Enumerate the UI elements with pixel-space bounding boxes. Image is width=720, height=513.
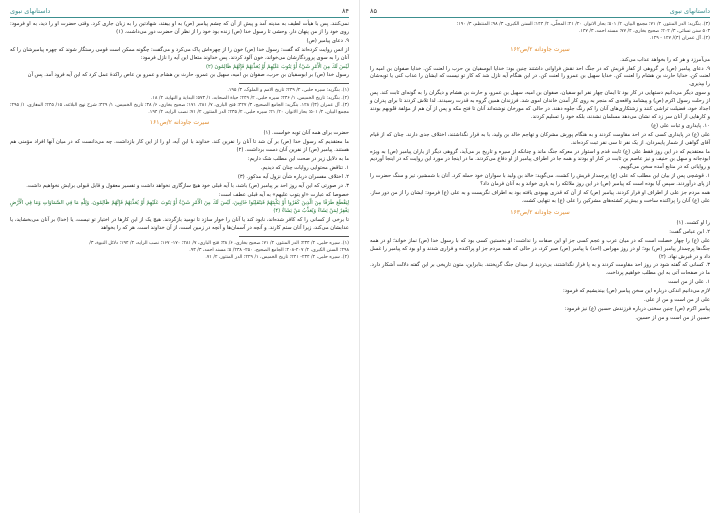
footnote: (۳). بنگرید: الدر المنثور، ۲/ ۷۱؛ مجمع البیان، ۲/ ۵۰۱؛ بحار الانوار، ۲۰/ ۲۱؛ المحلّی، ۴/ ۱۴۴؛ السنن الکبری، ۳/ ۹۸؛ المنتظم، ۳/ ۱۹۰؛	[456, 22, 710, 27]
left-paragraph: ۲. اختلاف مفسران درباره شأن نزول آیه مذکور. (۳)	[237, 173, 349, 180]
right-paragraph: ۱. قوشچی پس از بیان این مطلب که علی (ع) پرچمدار قریش را کشت، می‌گوید: خالد بن ولید با سواران خود حمله کرد. آنان با شمشیر، تیر و سنگ حضرت را از پای درآوردند. سپس آیا بوده است که پیامبر (ص) در این روز ملائکه را به یاری خواند و به آنان فرمان داد؟	[370, 173, 710, 188]
left-page-header	[10, 5, 349, 18]
left-paragraph: ۱. تناقض محتوایی روایات چنان که دیدیم.	[260, 164, 349, 171]
footnote: (۴). آل عمران (۳)/ ۱۲۷ - ۱۲۹.	[649, 36, 710, 42]
quran-verse: لَيْسَ لَكَ مِنَ الْأَمْرِ شَيْءٌ أَوْ يَتُوبَ عَلَيْهِمْ أَوْ يُعَذِّبَهُمْ فَإِنَّهُمْ ظَالِمُونَ (۲)	[206, 63, 349, 70]
left-paragraph: خصوصا که عبارت «او یتوب علیهم» به آیه قبلی عطف است:	[218, 191, 349, 198]
right-paragraph: ۹. دعای پیامبر (ص) بر گروهی از کفار قریش که در جنگ احد نقش فراوانی داشتند چنین بود: خدایا ابوسفیان بن حرب را لعنت کن. خدایا صفوان بن امیه را لعنت کن. خدایا حارث بن هشام را لعنت کن. خدایا سهیل بن عمرو را لعنت کن. در این هنگام آیه نازل شد که کار تو نیست که ایشان را عذاب کنی یا توبه‌شان را بپذیری.	[370, 65, 710, 88]
footnote: (۱). بنگرید: سیره حلبی، ۲/ ۲۴۹؛ تاریخ الامم و الملوک، ۳/ ۱۹۵.	[227, 88, 349, 94]
left-paragraph: حضرت برای همه آنان توبه خواست. (۱)	[263, 130, 349, 137]
right-paragraph: علی از من است و من از علی.	[643, 297, 710, 304]
right-paragraph: را او کشت. (۱)	[676, 219, 710, 226]
right-heading: ۱. علی از من است	[668, 279, 710, 286]
right-paragraph: لازم می‌دانیم اندکی درباره این سخن پیامبر (ص) بیندیشیم که فرمود:	[562, 288, 710, 295]
section-title: سیرت جاودانه ۲/ص۱۶۲	[510, 45, 570, 53]
left-paragraph: نمی‌کنند. پس با هیأت لطیف به مدینه آمد و پیش از آن که چشم پیامبر (ص) به او بیفتد، شهادتین را به زبان جاری کرد. وقتی حضرت او را دید، به او فرمود: روی خود را از من پنهان دار. وحشی تا رسول خدا (ص) زنده بود خود را از نظر آن حضرت دور می‌داشت. (۱)	[10, 21, 349, 35]
right-paragraph: می‌آمرزد و هر که را بخواهد عذاب می‌کند.	[620, 56, 710, 63]
footnote: ۵۰۳ سنن نسائی، ۳/ ۲۰۲؛ صحیح بخاری، ۴/ ۷۷؛ مسند احمد، ۳/ ۱۴۷.	[578, 29, 710, 35]
right-page	[360, 0, 720, 513]
left-paragraph: ما به دلایل زیر در صحت این مطلب شک داریم:	[247, 155, 349, 162]
footnote: (۳). آل عمران (۳)/ ۱۲۸. بنگرید: الجامع الصحیح، ۳/ ۴۲۷؛ فتح الباری، ۷/ ۲۸۱، ۱۷۱؛ صحیح بخاری، ۶/ ۳۸؛ تاریخ الخمیس، ۱/ ۴۲۹؛ شرح نهج البلاغه، ۱۵/ ۲۴۵؛ المغازی، ۱/ ۲۹۵؛ مجمع البیان، ۲/ ۵۰۱؛ بحار الانوار، ۲۰/ ۲۱؛ سیره حلبی، ۲/ ۲۳۵؛ الدر المنثور، ۲/ ۷۱؛ نصب الرایه، ۲/ ۱۹۴.	[10, 102, 349, 115]
left-paragraph: رسول خدا (ص) بر ابوسفیان بن حرب، صفوان بن امیه، سهیل بن عمرو، حارث بن هشام و عمرو بن عاص راکدهٔ عمل کرد که این آیه فرود آمد. پس آن	[27, 72, 349, 79]
footnote-divider	[239, 236, 349, 237]
right-paragraph: ۲. ابن عباس گفت:	[669, 228, 710, 235]
footnote: ۲۹۸؛ السنن الکبری، ۲/ ۲۰۷-۲۰۸؛ الجامع الصحیح، ۲۵۰- ۲۳۸/ ۵؛ مسند احمد، ۳/ ۹۳.	[189, 248, 349, 254]
footnote: (۱). سیره حلبی، ۲/ ۲۳۴؛ الدر المنثور، ۲/ ۷۱؛ صحیح بخاری، ۶/ ۳۸؛ فتح الباری، ۷/ ۲۸۱؛ ۱۷۰- ۱۶۷؛ نصب الرایه، ۲/ ۱۹۴؛ دلائل النبوة، ۳/	[89, 241, 349, 247]
left-page-number: ۸۴	[342, 6, 349, 15]
right-paragraph: همه مردم جز علی از اطراف او فرار کردند. پیامبر (ص) که از آن که قدری بهبودی یافته بود به اطراف نگریست و به علی (ع) فرمود: ایشان را از من دور ساز. علی (ع) آنان را پراکنده ساخت و بیش‌تر کشته‌های مشرکین را علی (ع) به تنهایی کشت.	[370, 190, 710, 205]
left-paragraph: تا برخی از کسانی را که کافر شده‌اند، نابود کند یا آنان را خوار سازد تا نومید بازگردند. هیچ یک از این کارها در اختیار تو نیست، یا (خدا) بر آنان می‌بخشاید، یا عذابشان می‌کند، زیرا آنان ستم کارند. و آنچه در آسمان‌ها و آنچه در زمین است، از آن خداوند است. هر که را بخواهد	[10, 217, 349, 232]
left-paragraph: ما معتقدیم که رسول خدا (ص) بر آن شد تا آنان را نفرین کند. خداوند با این آیه، او را از این کار بازداشت. چه می‌دانست که در میان آنها افراد مؤمنی هم هستند. پیامبر (ص) از نفرین آنان دست برداشت. (۲)	[10, 139, 349, 153]
right-page-number: ۸۵	[370, 6, 377, 15]
left-paragraph: ۳. در صورتی که این آیه روز احد بر پیامبر (ص) باشد، با آیه قبلی خود هیچ سازگاری نخواهد داشت و تفسیر معقول و قابل قبولی برایش نخواهیم داشت.	[26, 182, 349, 189]
quran-verse: لِيَقْطَعَ طَرَفًا مِنَ الَّذِينَ كَفَرُوا أَوْ يَكْبِتَهُمْ فَيَنْقَلِبُوا خَائِبِينَ، لَيْسَ لَكَ مِنَ الْأَمْرِ شَيْءٌ أَوْ يَتُوبَ عَلَيْهِمْ أَوْ يُعَذِّبَهُمْ فَإِنَّهُمْ ظَالِمُونَ، وَلِلَّهِ مَا فِي السَّمَاوَاتِ وَمَا فِي الْأَرْضِ يَغْفِرُ لِمَنْ يَشَاءُ وَيُعَذِّبُ مَنْ يَشَاءُ (۴)	[10, 200, 349, 215]
right-paragraph: حسین از من است و من از حسین.	[635, 314, 710, 321]
right-page-header	[370, 5, 710, 18]
right-paragraph: ما معتقدیم که در این روز فقط علی (ع) ثابت قدم و استوار در معرکه جنگ ماند و چنانکه از سیره و تاریخ بر می‌آید، گروهی دیگر از یاران پیامبر (ص) به ویژه ابودجانه و سهل بن حنیف و نیز عاصم بن ثابت در کنار او بودند و همه جا در اطراف پیامبر از او دفاع می‌کردند. ما در اینجا در مورد این روایت که در اینجا آوردیم و روایاتی که در منابع آمده سخن می‌گوییم.	[370, 148, 710, 171]
right-paragraph: و سوی دیگر می‌دانیم دستهایی در کار بود تا ایمان چهار نفر ابو سفیان، صفوان بن امیه، سهیل بن عمرو، و حارث بن هشام و دیگران را به گونه‌ای ثابت کند. پس از رحلت رسول اکرم (ص) و پیشامد واقعه‌ی که منجر به روی کار آمدن خاندان اموی شد. فرزندان همین گروه به قدرت رسیدند. لذا تلاش کردند تا برای پدران و اجداد خود، فضیلت تراشی کنند و زشتکاری‌های آنان را کم رنگ جلوه دهند. در حالی که مورخان نوشته‌اند آنان تا فتح مکه و پس از آن هم از مؤلفة قلوبهم بودند و کارهایی از آنان سر زد که نشان می‌دهد مسلمان نشدند، بلکه خود را تسلیم کردند.	[370, 90, 710, 120]
footnote: (۲). سیره حلبی، ۲/ ۲۳۴- ۲۴۱؛ تاریخ الخمیس، ۱/ ۴۲۹؛ الدر المنثور، ۲/ ۷۱.	[205, 255, 349, 261]
right-paragraph: علی (ع) را چهار خصلت است که در میان عرب و عجم کسی جز او این صفات را نداشت: او نخستین کسی بود که با رسول خدا (ص) نماز خواند؛ او در همه جنگ‌ها پرچمدار پیامبر (ص) بود؛ او در روز مهراس (احد) با پیامبر (ص) صبر کرد، در حالی که همه مردم جز او پراکنده و فراری شدند و او بود که پیامبر را غسل داد و در قبرش نهاد. (۲)	[370, 237, 710, 260]
right-paragraph: ۳. کسانی که گفته شود در روز احد مقاومت کردند و به پا فرار نگذاشتند، بی‌تردید از میدان جنگ گریختند. بنابراین، متون تاریخی بر این گفته دلالت آشکار دارد. ما در صفحات آتی به این مطلب خواهیم پرداخت.	[370, 262, 710, 277]
right-header-title: داستانهای نبوی	[669, 6, 710, 15]
right-paragraph: علی (ع) در پایداری کسی که در احد مقاومت کردند و به هنگام پورش مشرکان و تهاجم خالد بن ولید، با به فرار نگذاشتند، اختلاف جدی دارند. چنان که از قیام آقای گواهی از شمار پایمردان، از یک نفر تا سی نفر ثبت کرده‌اند.	[370, 131, 710, 146]
section-title: سیرت جاودانه ۲/ص۱۶۱	[149, 119, 210, 127]
left-paragraph: از انس روایت کرده‌اند که گفت: رسول خدا (ص) خون را از چهره‌اش پاک می‌کرد و می‌گفت: چگونه ممکن است قومی رستگار شوند که چهره پیامبرشان را که آنان را به سوی پروردگارشان می‌خواند، خون آلود کردند. پس خداوند متعال این آیه را نازل فرمود:	[10, 46, 349, 61]
section-title: سیرت جاودانه ۲/ص۱۶۳	[510, 208, 570, 216]
left-heading: ۹. دعای پیامبر (ص)	[306, 37, 349, 44]
left-header-title: داستانهای نبوی	[10, 6, 51, 15]
footnote-divider	[239, 83, 349, 84]
right-paragraph: پیامبر اکرم (ص) چنین سخنی درباره فرزندش حسین (ع) نیز فرمود:	[564, 305, 710, 312]
right-heading: ۱۰. پایداری و ثبات علی (ع)	[651, 122, 710, 129]
footnote: (۲). بنگرید: تاریخ الخمیس، ۱/ ۴۳۶؛ سیره حلبی، ۲/ ۲۴۹؛ حیاة الصحابه، ۱/ ۵۷۳؛ البدایة و النهایة، ۴/ ۱۸.	[150, 95, 349, 101]
